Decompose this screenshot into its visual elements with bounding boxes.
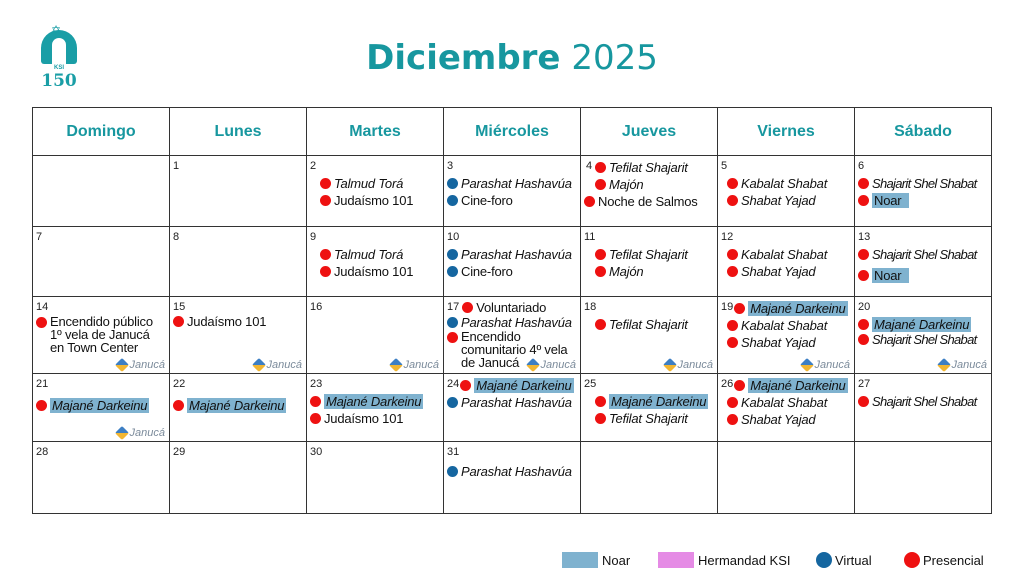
day-cell-5[interactable]	[718, 156, 855, 227]
presencial-dot-icon	[858, 396, 869, 407]
event-majane-darkeinu[interactable]: Majané Darkeinu	[460, 378, 573, 393]
event-majane-darkeinu[interactable]: Majané Darkeinu	[584, 394, 714, 409]
event-parashat-hashavua[interactable]: Parashat Hashavúa	[447, 247, 577, 262]
weekday-jueves: Jueves	[581, 108, 718, 156]
day-cell-empty	[718, 442, 855, 514]
day-cell-4[interactable]	[581, 156, 718, 227]
day-number: 21	[36, 378, 49, 390]
januca-tag: Janucá	[802, 359, 850, 371]
event-judaismo-101[interactable]: Judaísmo 101	[173, 314, 303, 329]
legend-presencial: Presencial	[904, 552, 984, 568]
event-encendido-publico[interactable]: Encendido público 1º vela de Janucá en Town Center	[36, 315, 166, 354]
event-tefilat-shajarit[interactable]: Tefilat Shajarit	[584, 411, 714, 426]
januca-tag: Janucá	[117, 427, 165, 439]
presencial-dot-icon	[595, 179, 606, 190]
day-cell-6[interactable]	[855, 156, 992, 227]
day-cell-27[interactable]	[855, 374, 992, 442]
day-number: 10	[447, 231, 460, 243]
dreidel-icon	[114, 358, 128, 372]
day-cell-24[interactable]	[444, 374, 581, 442]
presencial-dot-icon	[858, 178, 869, 189]
day-number: 28	[36, 446, 49, 458]
day-cell-21[interactable]	[33, 374, 170, 442]
event-voluntariado[interactable]: Voluntariado	[462, 300, 546, 315]
presencial-dot-icon	[310, 396, 321, 407]
day-number: 8	[173, 231, 180, 243]
day-cell-30[interactable]	[307, 442, 444, 514]
logo-number: 150	[41, 71, 77, 91]
presencial-dot-icon	[727, 249, 738, 260]
day-number: 30	[310, 446, 323, 458]
event-noar[interactable]: Noar	[858, 268, 988, 283]
day-cell-22[interactable]	[170, 374, 307, 442]
weekday-domingo: Domingo	[33, 108, 170, 156]
virtual-dot-icon	[816, 552, 832, 568]
dreidel-icon	[799, 358, 813, 372]
weekday-miercoles: Miércoles	[444, 108, 581, 156]
dreidel-icon	[114, 426, 128, 440]
presencial-dot-icon	[462, 302, 473, 313]
day-number: 4	[586, 160, 593, 172]
event-parashat-hashavua[interactable]: Parashat Hashavúa	[447, 464, 577, 479]
event-kabalat-shabat[interactable]: Kabalat Shabat	[721, 247, 851, 262]
week-row-3	[33, 297, 992, 374]
day-cell-14[interactable]	[33, 297, 170, 374]
day-number: 27	[858, 378, 871, 390]
day-number: 29	[173, 446, 186, 458]
day-cell-20[interactable]	[855, 297, 992, 374]
januca-tag: Janucá	[939, 359, 987, 371]
presencial-dot-icon	[858, 319, 869, 330]
legend-virtual: Virtual	[816, 552, 872, 568]
day-number: 18	[584, 301, 597, 313]
presencial-dot-icon	[36, 317, 47, 328]
virtual-dot-icon	[447, 266, 458, 277]
noar-swatch	[562, 552, 598, 568]
januca-tag: Janucá	[254, 359, 302, 371]
presencial-dot-icon	[595, 396, 606, 407]
day-number: 31	[447, 446, 460, 458]
day-number: 17	[447, 301, 460, 313]
dreidel-icon	[525, 358, 539, 372]
day-cell-19[interactable]	[718, 297, 855, 374]
event-tefilat-shajarit[interactable]: Tefilat Shajarit	[584, 160, 714, 175]
day-cell-12[interactable]	[718, 227, 855, 297]
presencial-dot-icon	[734, 380, 745, 391]
day-cell-13[interactable]	[855, 227, 992, 297]
virtual-dot-icon	[447, 466, 458, 477]
week-row-2	[33, 227, 992, 297]
event-majane-darkeinu[interactable]: Majané Darkeinu	[36, 398, 166, 413]
presencial-dot-icon	[727, 397, 738, 408]
presencial-dot-icon	[727, 337, 738, 348]
event-encendido-comunitario[interactable]: Encendido comunitario 4º vela de Janucá	[447, 330, 577, 369]
presencial-dot-icon	[320, 195, 331, 206]
event-parashat-hashavua[interactable]: Parashat Hashavúa	[447, 395, 577, 410]
presencial-dot-icon	[320, 266, 331, 277]
event-majon[interactable]: Majón	[584, 264, 714, 279]
presencial-dot-icon	[320, 178, 331, 189]
weekday-viernes: Viernes	[718, 108, 855, 156]
day-cell-10[interactable]	[444, 227, 581, 297]
day-cell-1[interactable]	[170, 156, 307, 227]
day-cell-empty	[581, 442, 718, 514]
event-kabalat-shabat[interactable]: Kabalat Shabat	[721, 318, 851, 333]
day-number: 7	[36, 231, 43, 243]
legend	[0, 552, 1024, 570]
day-number: 26	[721, 378, 734, 390]
event-judaismo-101[interactable]: Judaísmo 101	[310, 264, 440, 279]
event-majon[interactable]: Majón	[584, 177, 714, 192]
presencial-dot-icon	[727, 195, 738, 206]
week-row-1	[33, 156, 992, 227]
event-kabalat-shabat[interactable]: Kabalat Shabat	[721, 395, 851, 410]
day-cell-23[interactable]	[307, 374, 444, 442]
presencial-dot-icon	[727, 266, 738, 277]
presencial-dot-icon	[734, 303, 745, 314]
day-number: 3	[447, 160, 454, 172]
day-cell-3[interactable]	[444, 156, 581, 227]
dreidel-icon	[388, 358, 402, 372]
event-tefilat-shajarit[interactable]: Tefilat Shajarit	[584, 317, 714, 332]
presencial-dot-icon	[904, 552, 920, 568]
day-number: 13	[858, 231, 871, 243]
presencial-dot-icon	[173, 400, 184, 411]
day-number: 9	[310, 231, 317, 243]
day-number: 23	[310, 378, 323, 390]
event-judaismo-101[interactable]: Judaísmo 101	[310, 411, 440, 426]
title-year: 2025	[571, 38, 658, 78]
presencial-dot-icon	[858, 334, 869, 345]
event-shabat-yajad[interactable]: Shabat Yajad	[721, 193, 851, 208]
event-talmud-tora[interactable]: Talmud Torá	[310, 176, 440, 191]
event-tefilat-shajarit[interactable]: Tefilat Shajarit	[584, 247, 714, 262]
week-row-4	[33, 374, 992, 442]
calendar-grid	[32, 107, 992, 514]
title-month: Diciembre	[366, 38, 561, 78]
januca-tag: Janucá	[391, 359, 439, 371]
day-cell-9[interactable]	[307, 227, 444, 297]
day-number: 16	[310, 301, 323, 313]
day-cell-28[interactable]	[33, 442, 170, 514]
event-cine-foro[interactable]: Cine-foro	[447, 193, 577, 208]
presencial-dot-icon	[595, 413, 606, 424]
presencial-dot-icon	[36, 400, 47, 411]
event-noche-de-salmos[interactable]: Noche de Salmos	[584, 194, 714, 209]
presencial-dot-icon	[595, 266, 606, 277]
day-number: 15	[173, 301, 186, 313]
event-shabat-yajad[interactable]: Shabat Yajad	[721, 335, 851, 350]
event-shajarit-shel-shabat[interactable]: Shajarit Shel Shabat	[858, 176, 988, 191]
day-cell-17[interactable]	[444, 297, 581, 374]
day-cell-15[interactable]	[170, 297, 307, 374]
event-parashat-hashavua[interactable]: Parashat Hashavúa	[447, 176, 577, 191]
presencial-dot-icon	[727, 320, 738, 331]
virtual-dot-icon	[447, 249, 458, 260]
event-majane-darkeinu[interactable]: Majané Darkeinu	[734, 301, 847, 316]
presencial-dot-icon	[858, 249, 869, 260]
event-noar[interactable]: Noar	[858, 193, 988, 208]
day-cell-empty	[33, 156, 170, 227]
day-cell-7[interactable]	[33, 227, 170, 297]
day-cell-empty	[855, 442, 992, 514]
dreidel-icon	[936, 358, 950, 372]
day-number: 20	[858, 301, 871, 313]
hermandad-swatch	[658, 552, 694, 568]
event-cine-foro[interactable]: Cine-foro	[447, 264, 577, 279]
presencial-dot-icon	[310, 413, 321, 424]
weekday-header-row	[33, 108, 992, 156]
virtual-dot-icon	[447, 195, 458, 206]
presencial-dot-icon	[460, 380, 471, 391]
day-cell-11[interactable]	[581, 227, 718, 297]
event-shabat-yajad[interactable]: Shabat Yajad	[721, 264, 851, 279]
day-number: 2	[310, 160, 317, 172]
event-majane-darkeinu[interactable]: Majané Darkeinu	[858, 317, 988, 332]
day-number: 22	[173, 378, 186, 390]
presencial-dot-icon	[595, 249, 606, 260]
event-kabalat-shabat[interactable]: Kabalat Shabat	[721, 176, 851, 191]
presencial-dot-icon	[173, 316, 184, 327]
presencial-dot-icon	[595, 319, 606, 330]
day-cell-31[interactable]	[444, 442, 581, 514]
virtual-dot-icon	[447, 317, 458, 328]
day-cell-16[interactable]	[307, 297, 444, 374]
star-of-david-icon: ✡	[51, 23, 62, 37]
day-cell-18[interactable]	[581, 297, 718, 374]
day-number: 24	[447, 378, 460, 390]
presencial-dot-icon	[858, 195, 869, 206]
day-number: 11	[584, 231, 596, 243]
virtual-dot-icon	[447, 178, 458, 189]
legend-hermandad: Hermandad KSI	[658, 552, 791, 568]
presencial-dot-icon	[320, 249, 331, 260]
day-cell-26[interactable]	[718, 374, 855, 442]
presencial-dot-icon	[727, 414, 738, 425]
weekday-martes: Martes	[307, 108, 444, 156]
day-number: 12	[721, 231, 734, 243]
event-parashat-hashavua[interactable]: Parashat Hashavúa	[447, 315, 577, 330]
logo-label: KSI	[53, 65, 64, 71]
day-number: 14	[36, 301, 49, 313]
event-majane-darkeinu[interactable]: Majané Darkeinu	[310, 394, 440, 409]
januca-tag: Janucá	[117, 359, 165, 371]
presencial-dot-icon	[858, 270, 869, 281]
presencial-dot-icon	[727, 178, 738, 189]
day-number: 6	[858, 160, 865, 172]
event-shabat-yajad[interactable]: Shabat Yajad	[721, 412, 851, 427]
day-cell-8[interactable]	[170, 227, 307, 297]
event-judaismo-101[interactable]: Judaísmo 101	[310, 193, 440, 208]
day-number: 19	[721, 301, 734, 313]
page-title	[0, 38, 1024, 78]
week-row-5	[33, 442, 992, 514]
dreidel-icon	[662, 358, 676, 372]
dreidel-icon	[251, 358, 265, 372]
event-shajarit-shel-shabat[interactable]: Shajarit Shel Shabat	[858, 247, 988, 262]
presencial-dot-icon	[595, 162, 606, 173]
legend-noar: Noar	[562, 552, 630, 568]
day-cell-2[interactable]	[307, 156, 444, 227]
presencial-dot-icon	[447, 332, 458, 343]
day-number: 1	[173, 160, 180, 172]
januca-tag: Janucá	[665, 359, 713, 371]
event-shajarit-shel-shabat[interactable]: Shajarit Shel Shabat	[858, 332, 988, 347]
event-majane-darkeinu[interactable]: Majané Darkeinu	[734, 378, 847, 393]
weekday-lunes: Lunes	[170, 108, 307, 156]
event-shajarit-shel-shabat[interactable]: Shajarit Shel Shabat	[858, 394, 988, 409]
day-cell-29[interactable]	[170, 442, 307, 514]
day-number: 25	[584, 378, 597, 390]
weekday-sabado: Sábado	[855, 108, 992, 156]
virtual-dot-icon	[447, 397, 458, 408]
januca-tag: Janucá	[528, 359, 576, 371]
day-number: 5	[721, 160, 728, 172]
event-majane-darkeinu[interactable]: Majané Darkeinu	[173, 398, 303, 413]
day-cell-25[interactable]	[581, 374, 718, 442]
event-talmud-tora[interactable]: Talmud Torá	[310, 247, 440, 262]
presencial-dot-icon	[584, 196, 595, 207]
